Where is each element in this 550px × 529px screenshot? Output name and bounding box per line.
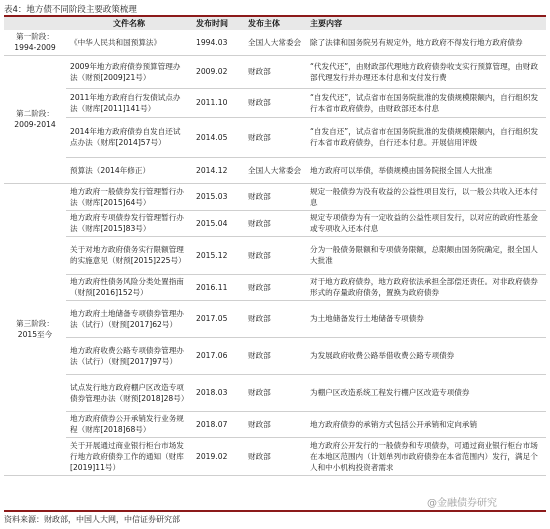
main-content: 规定专项债券为有一定收益的公益性项目发行，以对应的政府性基金或专项收入还本付息 xyxy=(306,210,546,236)
publish-date: 2014.12 xyxy=(192,157,244,183)
document-name: 《中华人民共和国预算法》 xyxy=(66,30,192,55)
bottom-rule xyxy=(4,510,546,512)
header-issuer: 发布主体 xyxy=(244,17,306,30)
document-name: 关于对地方政府债务实行限额管理的实施意见（财预[2015]225号） xyxy=(66,236,192,274)
main-content: 地方政府债券的承销方式包括公开承销和定向承销 xyxy=(306,411,546,437)
main-content: 地方政府可以举债，举债规模由国务院报全国人大批准 xyxy=(306,157,546,183)
issuer: 财政部 xyxy=(244,183,306,210)
publish-date: 2018.07 xyxy=(192,411,244,437)
main-content: 分为一般债务限额和专项债务限额，总限额由国务院确定，报全国人大批准 xyxy=(306,236,546,274)
table-row xyxy=(4,183,546,210)
publish-date: 2015.12 xyxy=(192,236,244,274)
stage-2-label: 第二阶段：2009-2014 xyxy=(4,55,66,183)
table-row xyxy=(4,411,546,437)
issuer: 财政部 xyxy=(244,300,306,337)
publish-date: 2016.11 xyxy=(192,274,244,300)
issuer: 财政部 xyxy=(244,437,306,475)
publish-date: 2018.03 xyxy=(192,374,244,411)
publish-date: 2017.05 xyxy=(192,300,244,337)
issuer: 财政部 xyxy=(244,374,306,411)
issuer: 财政部 xyxy=(244,411,306,437)
header-document: 文件名称 xyxy=(66,17,192,30)
table-row xyxy=(4,117,546,157)
main-content: “代发代还”，由财政部代理地方政府债券收支实行预算管理，由财政部代理发行并办理还本付息和支付发行费 xyxy=(306,55,546,88)
issuer: 财政部 xyxy=(244,55,306,88)
main-content: 对于地方政府债券，地方政府依法承担全部偿还责任。对非政府债券形式的存量政府债务，置换为政府债券 xyxy=(306,274,546,300)
publish-date: 2011.10 xyxy=(192,88,244,117)
document-name: 2009年地方政府债券预算管理办法（财预[2009]21号） xyxy=(66,55,192,88)
issuer: 全国人大常委会 xyxy=(244,157,306,183)
table-row xyxy=(4,157,546,183)
table-header-row xyxy=(4,17,546,30)
document-name: 地方政府土地储备专项债券管理办法（试行）（财预[2017]62号） xyxy=(66,300,192,337)
header-content: 主要内容 xyxy=(306,17,546,30)
table-row xyxy=(4,374,546,411)
issuer: 财政部 xyxy=(244,210,306,236)
table-caption: 表4：地方债不同阶段主要政策梳理 xyxy=(4,5,137,15)
issuer: 财政部 xyxy=(244,236,306,274)
issuer: 财政部 xyxy=(244,274,306,300)
table-row xyxy=(4,88,546,117)
main-content: 为棚户区改造系统工程发行棚户区改造专项债券 xyxy=(306,374,546,411)
stage-1-label: 第一阶段：1994-2009 xyxy=(4,30,66,55)
document-name: 地方政府债券公开承销发行业务规程（财库[2018]68号） xyxy=(66,411,192,437)
publish-date: 2015.03 xyxy=(192,183,244,210)
publish-date: 2014.05 xyxy=(192,117,244,157)
table-row xyxy=(4,437,546,475)
issuer: 全国人大常委会 xyxy=(244,30,306,55)
document-name: 地方政府收费公路专项债券管理办法（试行）（财预[2017]97号） xyxy=(66,337,192,374)
header-date: 发布时间 xyxy=(192,17,244,30)
table-row xyxy=(4,274,546,300)
publish-date: 2017.06 xyxy=(192,337,244,374)
publish-date: 2015.04 xyxy=(192,210,244,236)
publish-date: 2009.02 xyxy=(192,55,244,88)
publish-date: 2019.02 xyxy=(192,437,244,475)
table-row xyxy=(4,210,546,236)
document-name: 2014年地方政府债券自发自还试点办法（财库[2014]57号） xyxy=(66,117,192,157)
main-content: 除了法律和国务院另有规定外，地方政府不得发行地方政府债券 xyxy=(306,30,546,55)
document-name: 2011年地方政府自行发债试点办法（财库[2011]141号） xyxy=(66,88,192,117)
document-name: 关于开展通过商业银行柜台市场发行地方政府债券工作的通知（财库[2019]11号） xyxy=(66,437,192,475)
document-name: 地方政府一般债券发行管理暂行办法（财库[2015]64号） xyxy=(66,183,192,210)
issuer: 财政部 xyxy=(244,337,306,374)
main-content: 为土地储备发行土地储备专项债券 xyxy=(306,300,546,337)
table-row xyxy=(4,337,546,374)
table-row xyxy=(4,30,546,55)
main-content: 规定一般债券为没有收益的公益性项目发行，以一般公共收入还本付息 xyxy=(306,183,546,210)
document-name: 地方政府性债务风险分类处置指南（财预[2016]152号） xyxy=(66,274,192,300)
publish-date: 1994.03 xyxy=(192,30,244,55)
issuer: 财政部 xyxy=(244,88,306,117)
policy-table xyxy=(4,17,546,476)
stage-3-label: 第三阶段：2015至今 xyxy=(4,183,66,475)
main-content: 地方政府公开发行的一般债券和专项债券，可通过商业银行柜台市场在本地区范围内（计划单列市政府债券在本省范围内）发行，满足个人和中小机构投资者需求 xyxy=(306,437,546,475)
document-name: 试点发行地方政府棚户区改造专项债券管理办法（财预[2018]28号） xyxy=(66,374,192,411)
document-name: 预算法（2014年修正） xyxy=(66,157,192,183)
main-content: 为发展政府收费公路举借收费公路专项债券 xyxy=(306,337,546,374)
issuer: 财政部 xyxy=(244,117,306,157)
document-name: 地方政府专项债券发行管理暂行办法（财库[2015]83号） xyxy=(66,210,192,236)
main-content: “自发自还”，试点省市在国务院批准的发债规模限额内，自行组织发行本省市政府债券，自行还本付息。开展信用评级 xyxy=(306,117,546,157)
table-row xyxy=(4,300,546,337)
table-row xyxy=(4,236,546,274)
header-stage xyxy=(4,17,66,30)
main-content: “自发代还”，试点省市在国务院批准的发债规模限额内，自行组织发行本省市政府债券，由财政部还本付息 xyxy=(306,88,546,117)
table-row xyxy=(4,55,546,88)
watermark: @金融债券研究 xyxy=(425,494,499,509)
source-note: 资料来源：财政部，中国人大网，中信证券研究部 xyxy=(4,515,180,524)
